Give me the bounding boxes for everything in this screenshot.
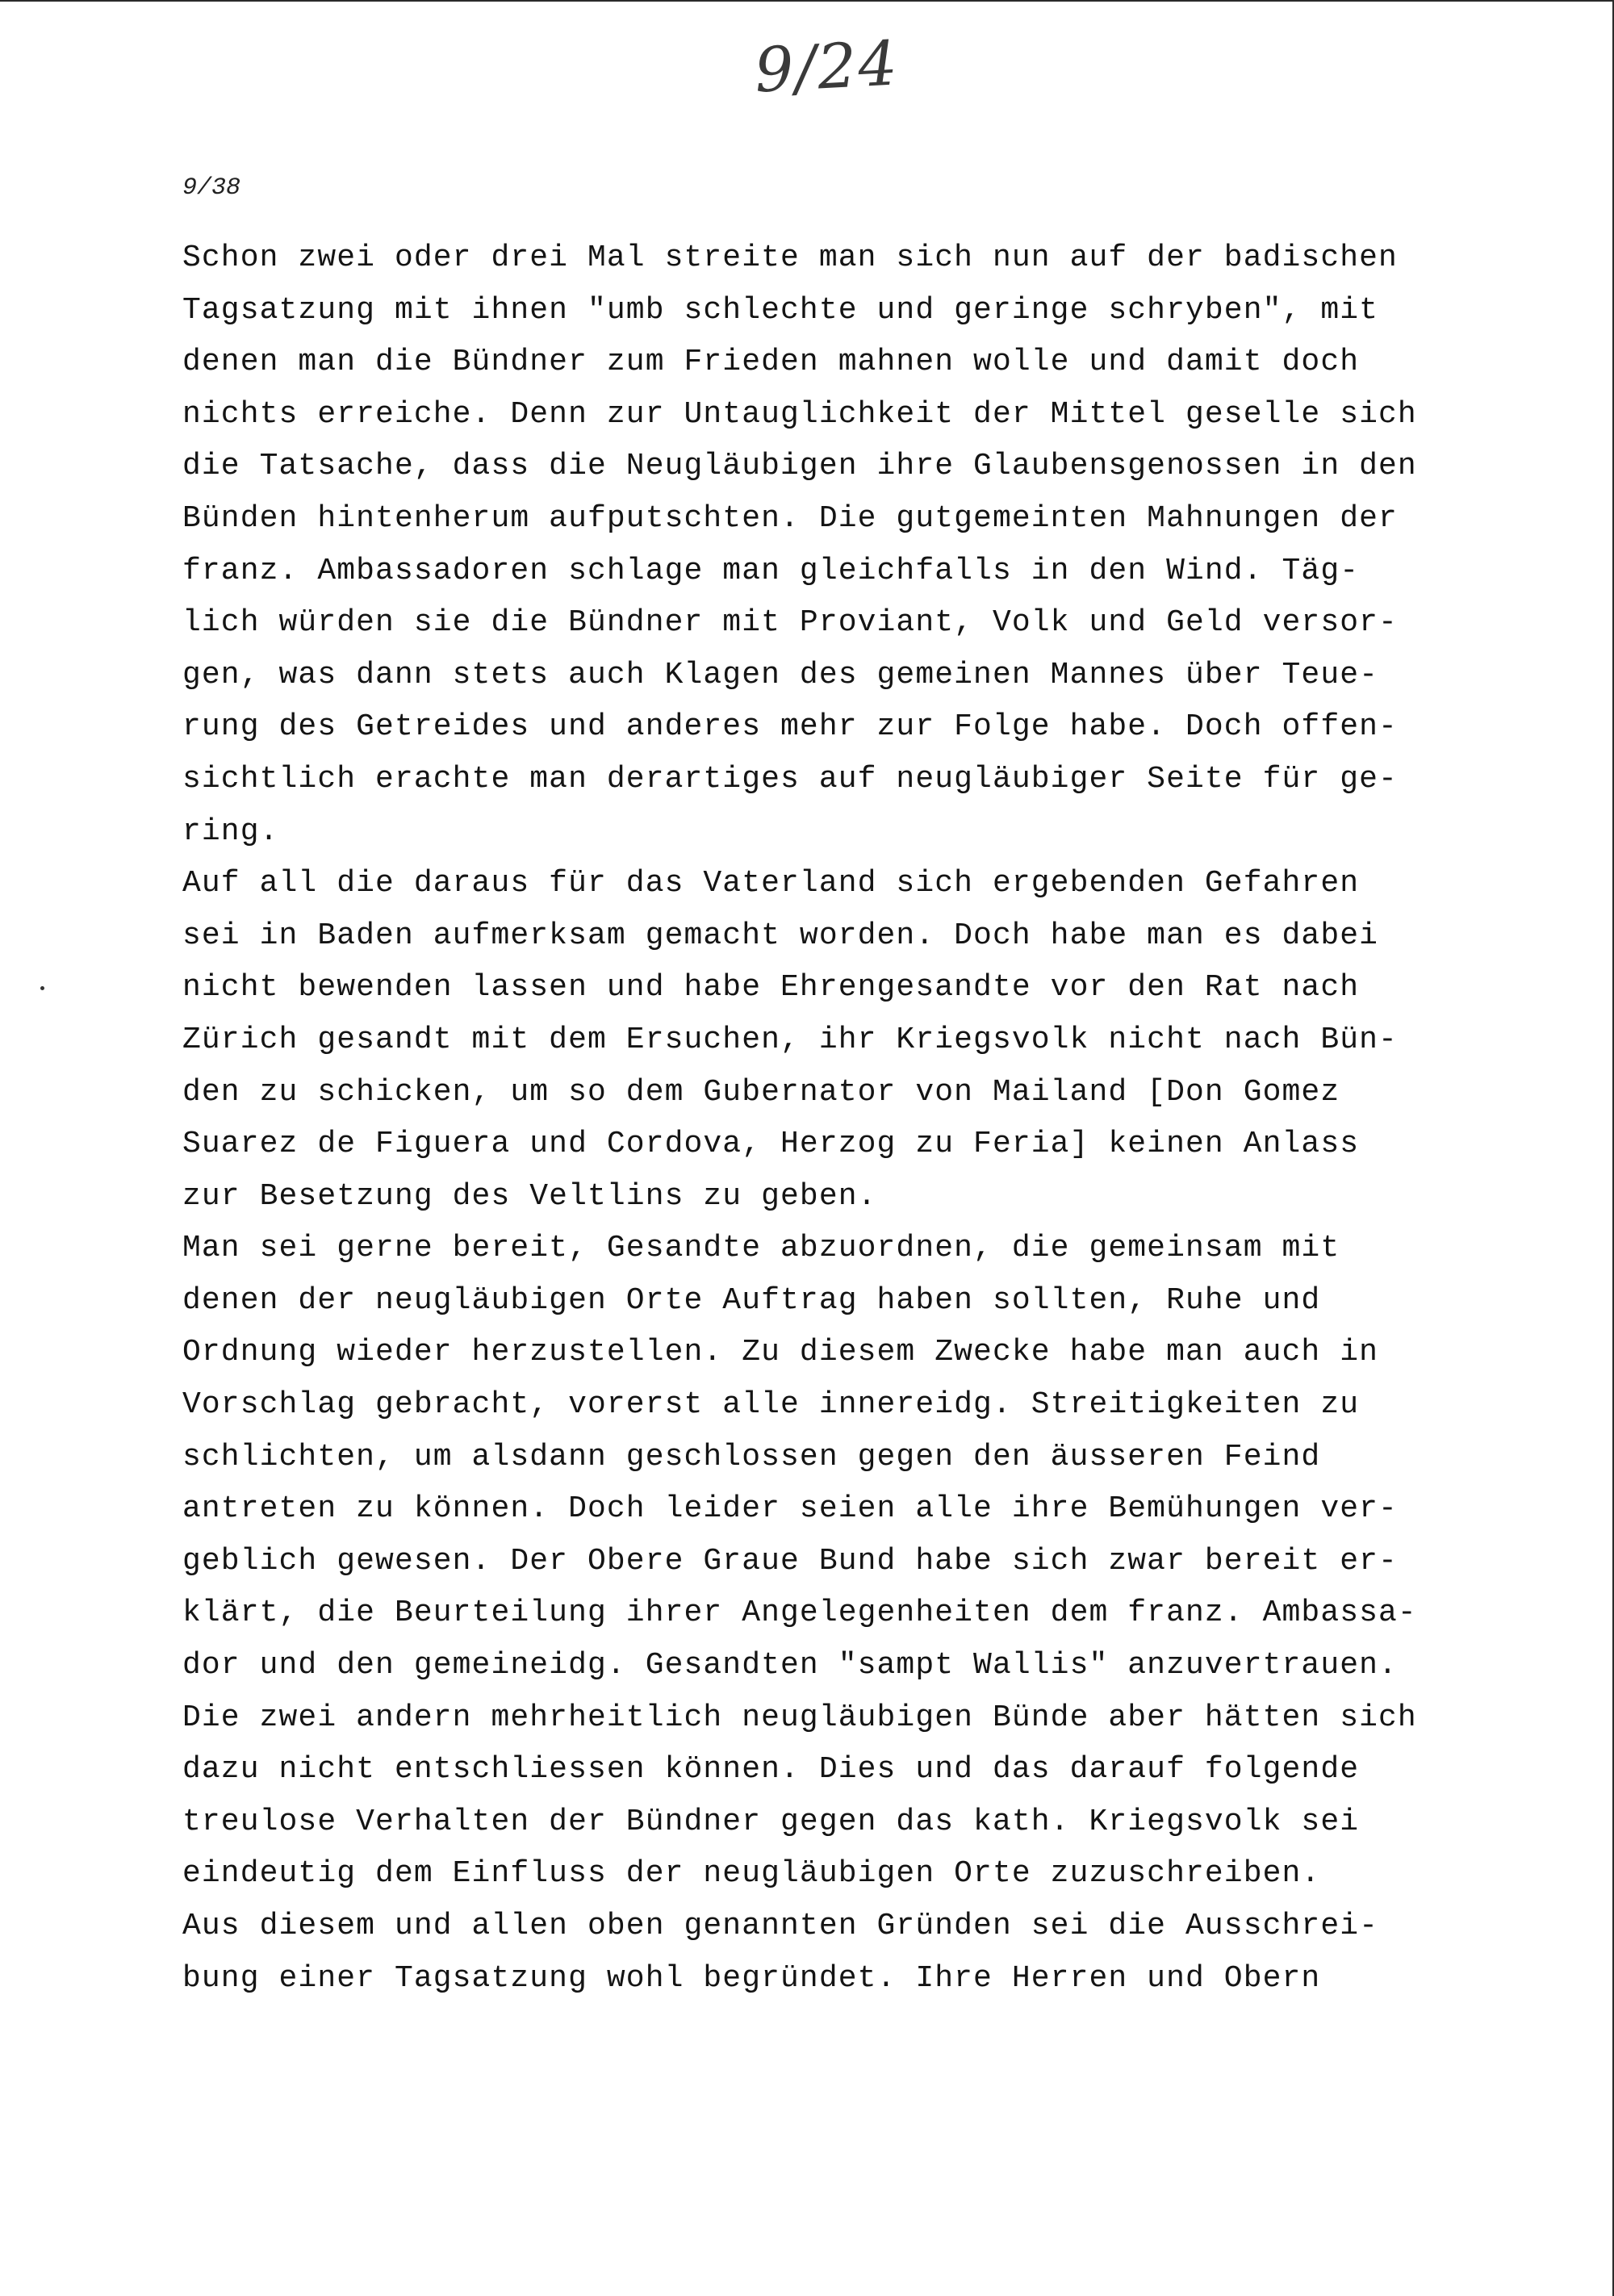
text-line: Auf all die daraus für das Vaterland sich ergebenden Gefahren [182,866,1360,901]
text-line: Suarez de Figuera und Cordova, Herzog zu Feria] keinen Anlass [182,1127,1360,1162]
text-line: Die zwei andern mehrheitlich neugläubigen Bünde aber hätten sich [182,1700,1417,1735]
scan-edge-top [0,0,1614,2]
scan-speck [40,986,44,990]
text-line: eindeutig dem Einfluss der neugläubigen Orte zuzuschreiben. [182,1856,1321,1892]
text-line: treulose Verhalten der Bündner gegen das kath. Kriegsvolk sei [182,1804,1360,1839]
handwritten-folio-number: 9/24 [752,27,901,107]
page-number: 9/38 [182,174,241,202]
text-line: schlichten, um alsdann geschlossen gegen den äusseren Feind [182,1439,1321,1474]
text-line: franz. Ambassadoren schlage man gleichfalls in den Wind. Täg- [182,553,1360,588]
text-line: den zu schicken, um so dem Gubernator von Mailand [Don Gomez [182,1074,1340,1110]
text-line: Ordnung wieder herzustellen. Zu diesem Zwecke habe man auch in [182,1335,1379,1370]
text-line: geblich gewesen. Der Obere Graue Bund habe sich zwar bereit er- [182,1543,1398,1579]
text-line: Aus diesem und allen oben genannten Gründen sei die Ausschrei- [182,1909,1379,1943]
text-line: Vorschlag gebracht, vorerst alle innereidg. Streitigkeiten zu [182,1387,1360,1423]
text-line: zur Besetzung des Veltlins zu geben. [182,1178,877,1214]
text-line: die Tatsache, dass die Neugläubigen ihre Glaubensgenossen in den [182,449,1417,484]
text-line: Tagsatzung mit ihnen "umb schlechte und geringe schryben", mit [182,292,1379,328]
text-line: antreten zu können. Doch leider seien alle ihre Bemühungen ver- [182,1491,1398,1527]
text-line: nichts erreiche. Denn zur Untauglichkeit der Mittel geselle sich [182,396,1417,432]
text-line: Schon zwei oder drei Mal streite man sich nun auf der badischen [182,240,1398,275]
text-line: dor und den gemeineidg. Gesandten "sampt Wallis" anzuvertrauen. [182,1648,1398,1683]
text-line: klärt, die Beurteilung ihrer Angelegenheiten dem franz. Ambassa- [182,1595,1417,1631]
text-line: denen man die Bündner zum Frieden mahnen wolle und damit doch [182,345,1360,380]
body-text [182,232,1457,2005]
text-line: Man sei gerne bereit, Gesandte abzuordnen, die gemeinsam mit [182,1231,1340,1266]
text-line: bung einer Tagsatzung wohl begründet. Ihre Herren und Obern [182,1960,1321,1996]
text-line: ring. [182,813,279,849]
text-line: denen der neugläubigen Orte Auftrag haben sollten, Ruhe und [182,1282,1321,1318]
text-line: nicht bewenden lassen und habe Ehrengesandte vor den Rat nach [182,970,1360,1006]
text-line: gen, was dann stets auch Klagen des gemeinen Mannes über Teue- [182,657,1379,692]
text-line: sei in Baden aufmerksam gemacht worden. Doch habe man es dabei [182,918,1379,953]
text-line: Zürich gesandt mit dem Ersuchen, ihr Kriegsvolk nicht nach Bün- [182,1022,1398,1057]
text-line: Bünden hintenherum aufputschten. Die gutgemeinten Mahnungen der [182,500,1398,536]
text-line: sichtlich erachte man derartiges auf neugläubiger Seite für ge- [182,761,1398,797]
text-line: lich würden sie die Bündner mit Proviant, Volk und Geld versor- [182,605,1398,641]
text-line: rung des Getreides und anderes mehr zur Folge habe. Doch offen- [182,709,1398,745]
text-line: dazu nicht entschliessen können. Dies und das darauf folgende [182,1752,1360,1788]
